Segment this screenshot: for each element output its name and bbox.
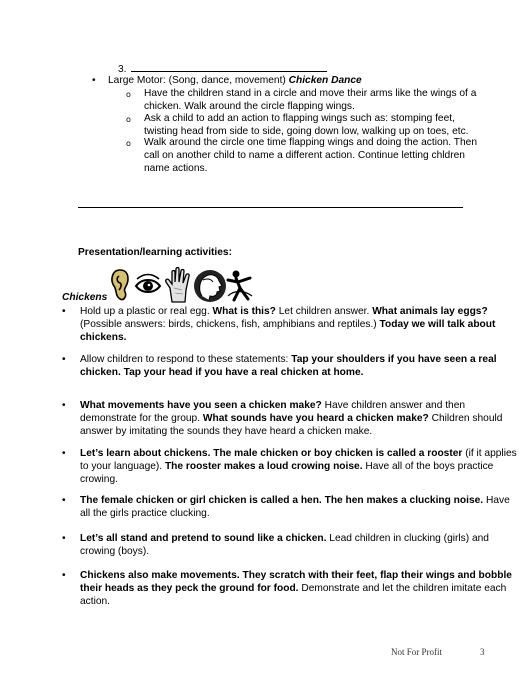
- bullet-dot: •: [62, 354, 66, 365]
- bold-text-run: Tap your shoulders if you have seen a real chicken. Tap your head if you have a real chicken at home.: [80, 354, 497, 378]
- bullet-dot: •: [92, 75, 96, 86]
- bold-text-run: The rooster makes a loud crowing noise.: [164, 461, 363, 472]
- bold-text-run: The female chicken or girl chicken is called a hen. The hen makes a clucking noise.: [80, 495, 484, 506]
- sub-item: Have the children stand in a circle and move their arms like the wings of a chicken. Walk around the circle flapping wings.: [144, 88, 477, 112]
- text-run: (Possible answers: birds, chickens, fish, amphibians and reptiles.): [80, 319, 380, 330]
- bullet-dot: •: [62, 306, 66, 317]
- activity-item: [62, 447, 520, 486]
- bullet-dot: •: [62, 400, 66, 411]
- text-run: Hold up a plastic or real egg.: [80, 306, 213, 317]
- movement-figure-icon: [228, 271, 252, 301]
- bullet-dot: •: [62, 448, 66, 459]
- section-title: Presentation/learning activities:: [78, 247, 232, 258]
- activity-item: [62, 353, 520, 379]
- activity-item: [62, 399, 520, 438]
- activity-text: [80, 305, 520, 344]
- ear-icon: [112, 270, 128, 299]
- large-motor-line: [108, 74, 362, 87]
- large-motor-title: Chicken Dance: [288, 75, 362, 86]
- activity-item: [62, 305, 520, 344]
- answer-blank-line: [131, 62, 327, 72]
- text-run: Lead children in clucking (girls) and crowing (boys).: [80, 533, 489, 557]
- bold-text-run: Let’s learn about chickens. The male chicken or boy chicken is called a rooster: [80, 448, 463, 459]
- section-divider: [78, 207, 463, 208]
- activity-item: [62, 494, 520, 520]
- sub-bullet-marker: o: [126, 90, 131, 99]
- activity-item: [62, 569, 520, 608]
- activity-text: [80, 447, 520, 486]
- activity-text: [80, 532, 520, 558]
- head-profile-icon: [194, 270, 226, 302]
- text-run: Demonstrate and let the children imitate each action.: [80, 583, 507, 607]
- bold-text-run: What movements have you seen a chicken make?: [80, 400, 322, 411]
- page-number: 3: [480, 647, 485, 657]
- item-number: 3.: [118, 64, 127, 75]
- sub-bullet-marker: o: [126, 115, 131, 124]
- bullet-dot: •: [62, 570, 66, 581]
- text-run: Let children answer.: [275, 306, 373, 317]
- activity-text: [80, 494, 520, 520]
- text-run: Allow children to respond to these statements:: [80, 354, 292, 365]
- hand-icon: [166, 268, 189, 303]
- large-motor-prefix: Large Motor: (Song, dance, movement): [108, 75, 289, 86]
- sense-icons-strip: [110, 266, 256, 304]
- activity-item: [62, 532, 520, 558]
- sub-item: Walk around the circle one time flapping wings and doing the action. Then call on another child to name a different action. Continue letting chldren name actions.: [144, 137, 477, 174]
- text-run: Children should answer by imitating the sounds they have heard a chicken make.: [80, 413, 503, 437]
- topic-label: Chickens: [62, 292, 108, 303]
- bold-text-run: Today we will talk about chickens.: [80, 319, 496, 343]
- eye-icon: [136, 275, 160, 293]
- bold-text-run: What is this?: [212, 306, 276, 317]
- text-run: Have all of the boys practice crowing.: [80, 461, 494, 485]
- bullet-dot: •: [62, 495, 66, 506]
- activity-text: [80, 569, 520, 608]
- bold-text-run: Chickens also make movements. They scratch with their feet, flap their wings and bobble their heads as they peck the ground for food.: [80, 570, 512, 594]
- footer-text: Not For Profit: [391, 647, 443, 657]
- sub-item: Ask a child to add an action to flapping wings such as: stomping feet, twisting head from side to side, going down low, walking up on toes, etc.: [144, 113, 469, 137]
- activity-text: [80, 353, 520, 379]
- text-run: (if it applies to your language).: [80, 448, 517, 472]
- activity-text: [80, 399, 520, 438]
- bold-text-run: What sounds have you heard a chicken make?: [202, 413, 429, 424]
- bold-text-run: Let’s all stand and pretend to sound like a chicken.: [80, 533, 327, 544]
- text-run: Have all the girls practice clucking.: [80, 495, 510, 519]
- text-run: Have children answer and then demonstrate for the group.: [80, 400, 466, 424]
- bullet-dot: •: [62, 533, 66, 544]
- bold-text-run: What animals lay eggs?: [372, 306, 488, 317]
- sub-bullet-marker: o: [126, 139, 131, 148]
